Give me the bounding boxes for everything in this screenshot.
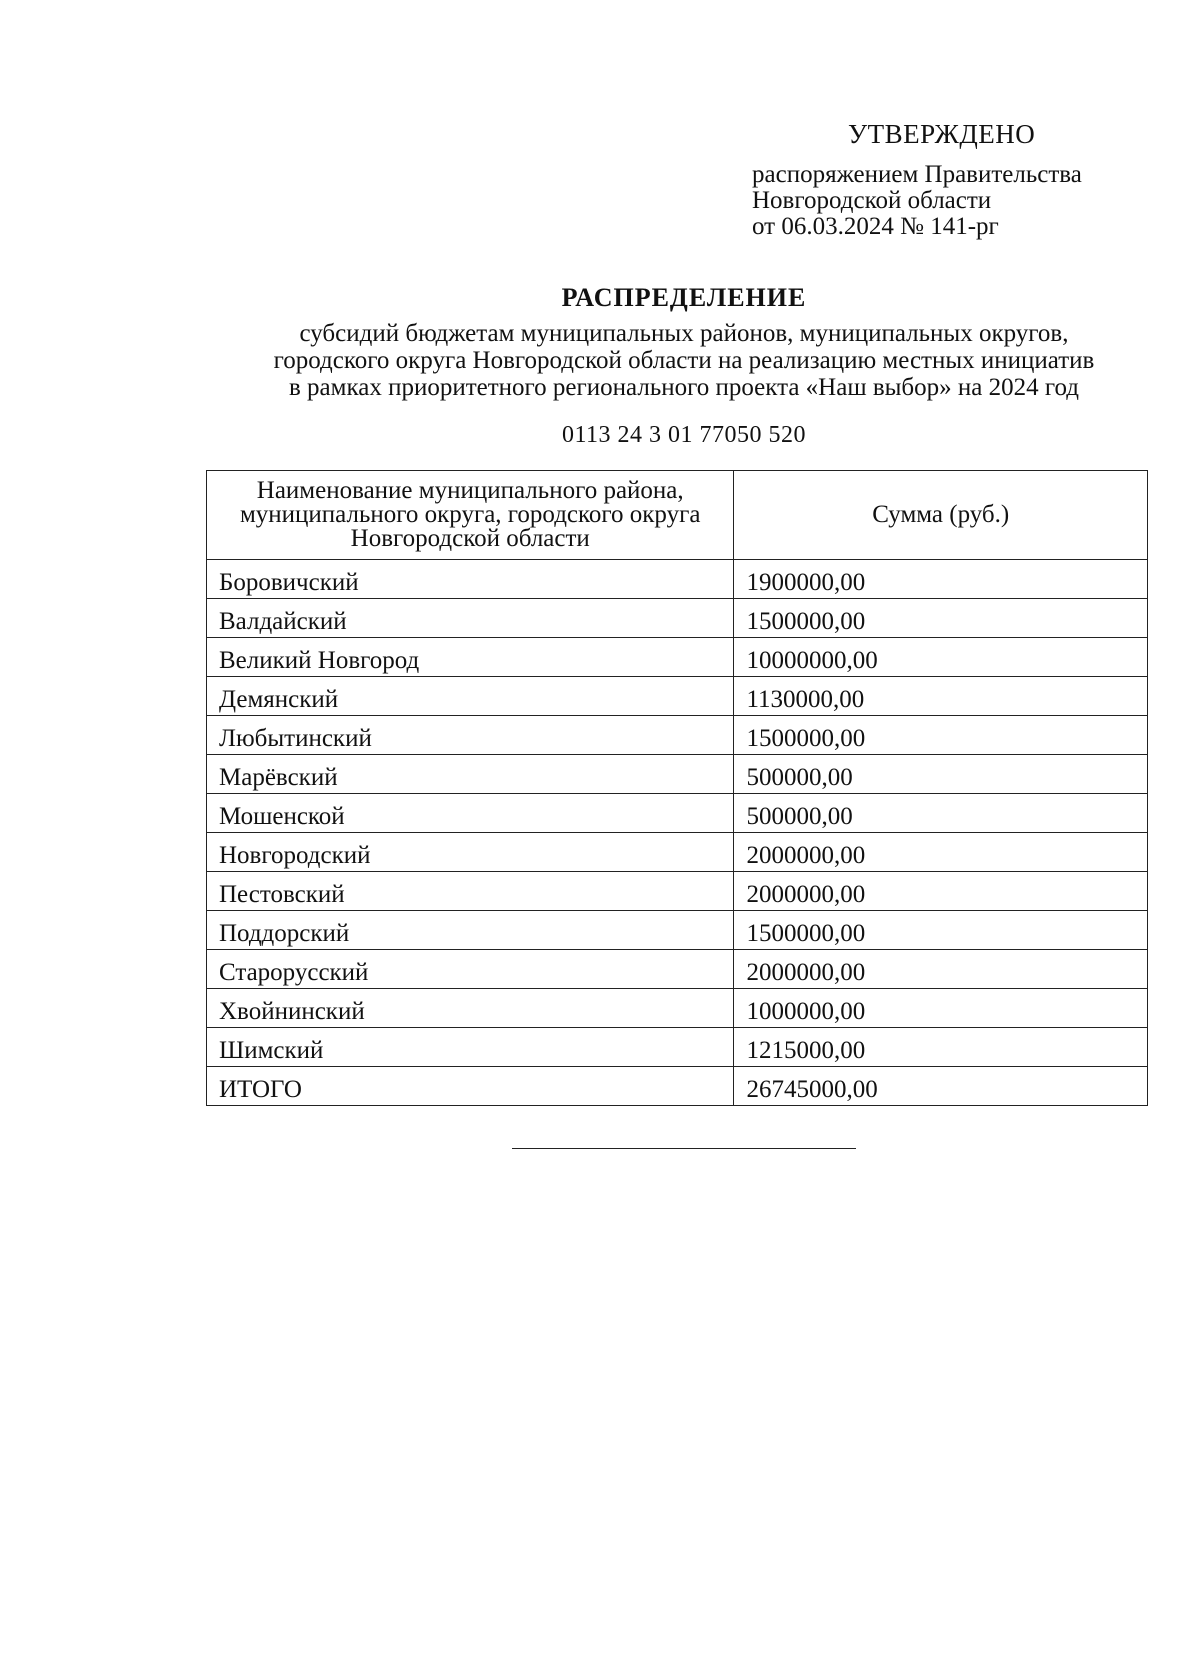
municipality-name: Демянский bbox=[207, 677, 734, 716]
municipality-name: Старорусский bbox=[207, 950, 734, 989]
subsidy-sum: 26745000,00 bbox=[734, 1067, 1148, 1106]
subsidy-sum: 500000,00 bbox=[734, 755, 1148, 794]
municipality-name: Шимский bbox=[207, 1028, 734, 1067]
table-row bbox=[207, 1028, 1148, 1067]
municipality-name: Великий Новгород bbox=[207, 638, 734, 677]
municipality-name: Пестовский bbox=[207, 872, 734, 911]
table-row bbox=[207, 950, 1148, 989]
document-subtitle bbox=[200, 320, 1168, 401]
approval-block bbox=[752, 118, 1152, 240]
table-row bbox=[207, 677, 1148, 716]
approval-line: распоряжением Правительства bbox=[752, 161, 1082, 188]
approval-line: Новгородской области bbox=[752, 187, 992, 214]
table-row bbox=[207, 755, 1148, 794]
subsidy-sum: 2000000,00 bbox=[734, 950, 1148, 989]
budget-classification-code: 0113 24 3 01 77050 520 bbox=[561, 422, 807, 448]
municipality-name: Новгородский bbox=[207, 833, 734, 872]
municipality-name: Хвойнинский bbox=[207, 989, 734, 1028]
municipality-name: Поддорский bbox=[207, 911, 734, 950]
table-body bbox=[207, 560, 1148, 1106]
table-row bbox=[207, 794, 1148, 833]
municipality-name: Боровичский bbox=[207, 560, 734, 599]
footer-divider bbox=[512, 1148, 856, 1149]
header-municipality: Наименование муниципального района, муниципального округа, городского округа Новгородской области bbox=[207, 471, 734, 560]
document-title: РАСПРЕДЕЛЕНИЕ bbox=[561, 283, 807, 312]
allocation-table bbox=[206, 470, 1148, 1106]
table-total-row bbox=[207, 1067, 1148, 1106]
table-row bbox=[207, 599, 1148, 638]
approval-lines bbox=[752, 162, 1152, 240]
subsidy-sum: 1130000,00 bbox=[734, 677, 1148, 716]
subsidy-sum: 10000000,00 bbox=[734, 638, 1148, 677]
subsidy-sum: 1215000,00 bbox=[734, 1028, 1148, 1067]
subtitle-line: субсидий бюджетам муниципальных районов, муниципальных округов, bbox=[299, 320, 1069, 347]
subsidy-sum: 1500000,00 bbox=[734, 716, 1148, 755]
subtitle-line: в рамках приоритетного регионального проекта «Наш выбор» на 2024 год bbox=[289, 374, 1079, 401]
subsidy-sum: 1900000,00 bbox=[734, 560, 1148, 599]
approval-line: от 06.03.2024 № 141-рг bbox=[752, 213, 999, 240]
table-row bbox=[207, 560, 1148, 599]
municipality-name: Любытинский bbox=[207, 716, 734, 755]
municipality-name: Марёвский bbox=[207, 755, 734, 794]
table-row bbox=[207, 989, 1148, 1028]
subsidy-sum: 1500000,00 bbox=[734, 911, 1148, 950]
header-sum: Сумма (руб.) bbox=[734, 471, 1148, 560]
table-header-row bbox=[207, 471, 1148, 560]
subsidy-sum: 500000,00 bbox=[734, 794, 1148, 833]
subsidy-sum: 1000000,00 bbox=[734, 989, 1148, 1028]
table-row bbox=[207, 911, 1148, 950]
table-row bbox=[207, 833, 1148, 872]
table-row bbox=[207, 872, 1148, 911]
subsidy-sum: 2000000,00 bbox=[734, 833, 1148, 872]
approval-heading: УТВЕРЖДЕНО bbox=[848, 119, 1036, 149]
municipality-name: ИТОГО bbox=[207, 1067, 734, 1106]
subsidy-sum: 1500000,00 bbox=[734, 599, 1148, 638]
municipality-name: Валдайский bbox=[207, 599, 734, 638]
table-row bbox=[207, 638, 1148, 677]
subtitle-line: городского округа Новгородской области на реализацию местных инициатив bbox=[273, 347, 1095, 374]
table-row bbox=[207, 716, 1148, 755]
municipality-name: Мошенской bbox=[207, 794, 734, 833]
subsidy-sum: 2000000,00 bbox=[734, 872, 1148, 911]
